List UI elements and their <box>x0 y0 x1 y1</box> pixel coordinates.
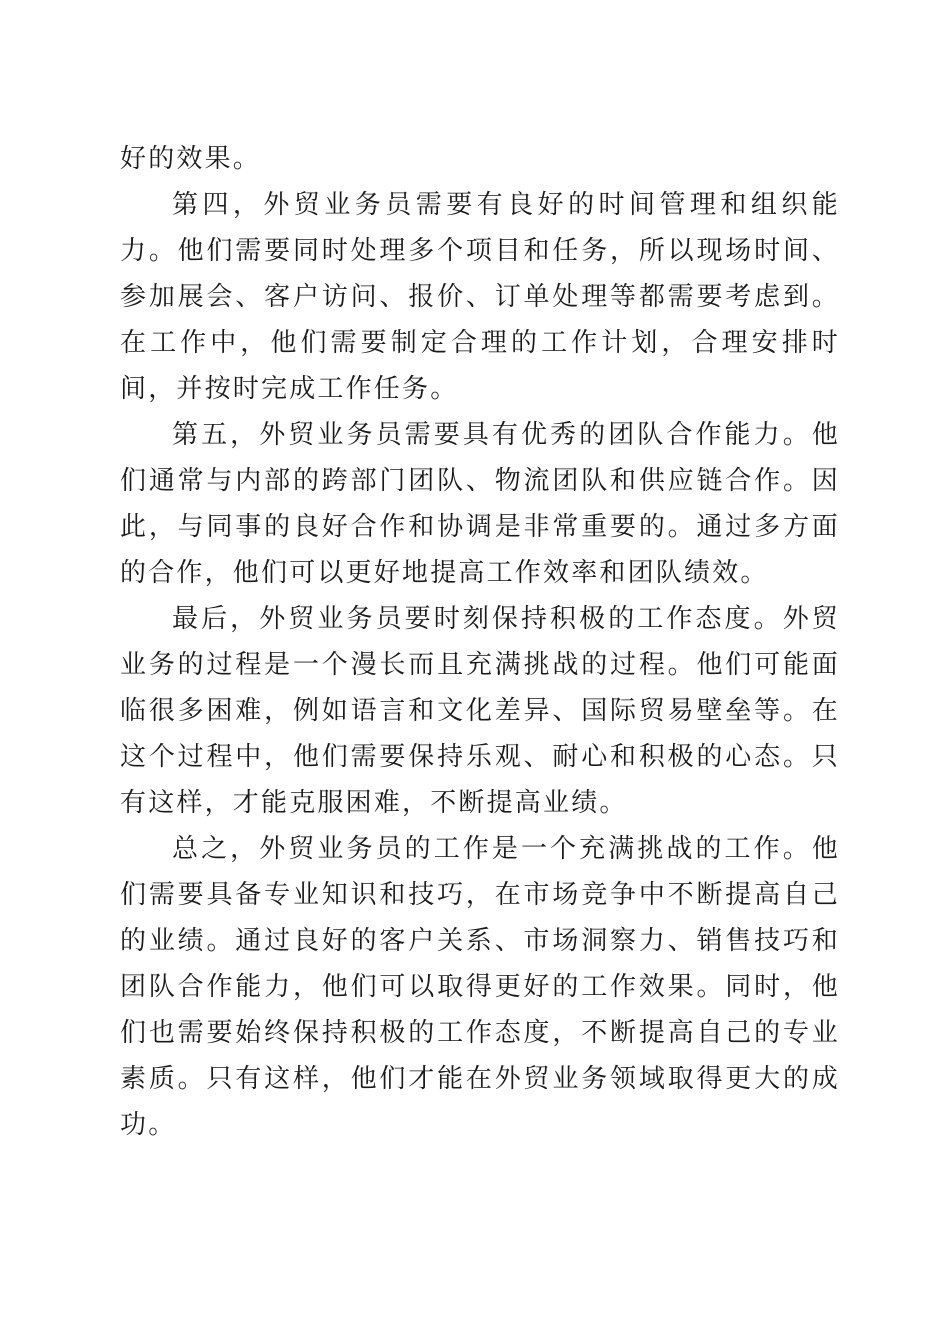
document-body <box>120 136 840 1148</box>
paragraph-summary: 总之，外贸业务员的工作是一个充满挑战的工作。他们需要具备专业知识和技巧，在市场竞争中不断提高自己的业绩。通过良好的客户关系、市场洞察力、销售技巧和团队合作能力，他们可以取得更好的工作效果。同时，他们也需要始终保持积极的工作态度，不断提高自己的专业素质。只有这样，他们才能在外贸业务领域取得更大的成功。 <box>120 834 840 1140</box>
paragraph-fourth-point: 第四，外贸业务员需要有良好的时间管理和组织能力。他们需要同时处理多个项目和任务，所以现场时间、参加展会、客户访问、报价、订单处理等都需要考虑到。在工作中，他们需要制定合理的工作计划，合理安排时间，并按时完成工作任务。 <box>120 190 840 404</box>
paragraph-continuation: 好的效果。 <box>120 144 262 174</box>
paragraph-fifth-point: 第五，外贸业务员需要具有优秀的团队合作能力。他们通常与内部的跨部门团队、物流团队和供应链合作。因此，与同事的良好合作和协调是非常重要的。通过多方面的合作，他们可以更好地提高工作效率和团队绩效。 <box>120 420 840 588</box>
paragraph-final-point: 最后，外贸业务员要时刻保持积极的工作态度。外贸业务的过程是一个漫长而且充满挑战的过程。他们可能面临很多困难，例如语言和文化差异、国际贸易壁垒等。在这个过程中，他们需要保持乐观、耐心和积极的心态。只有这样，才能克服困难，不断提高业绩。 <box>120 604 840 818</box>
